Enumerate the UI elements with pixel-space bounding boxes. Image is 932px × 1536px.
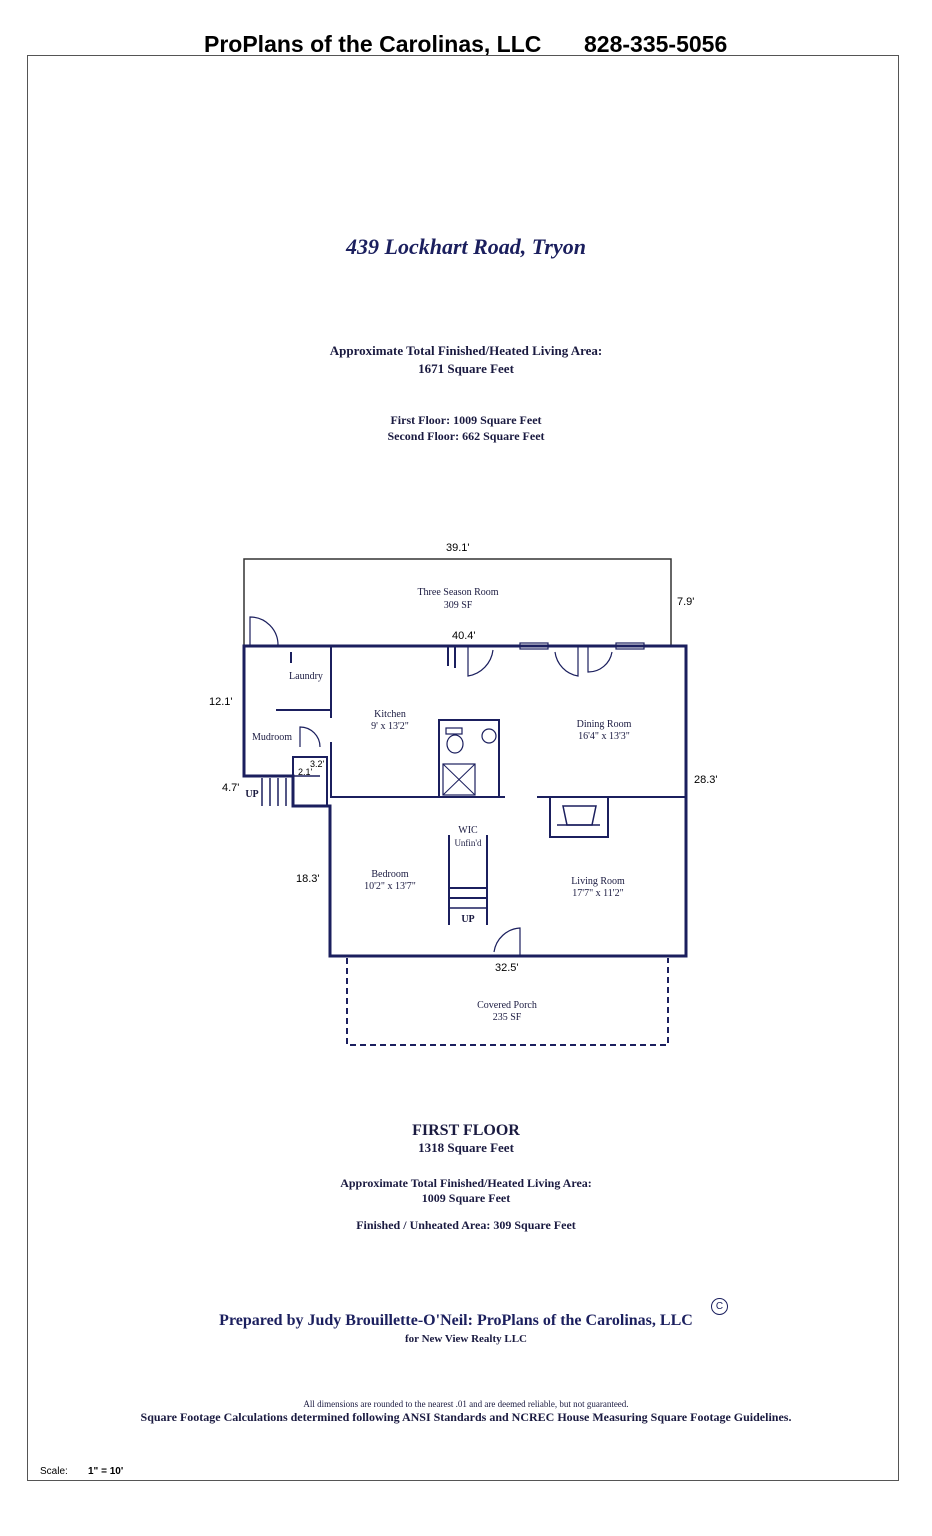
dim-small-b: 2.1' xyxy=(298,767,313,777)
prepared-for: for New View Realty LLC xyxy=(405,1333,527,1345)
wic-name: WIC xyxy=(458,825,478,836)
floor-name: FIRST FLOOR xyxy=(412,1122,520,1139)
porch-name: Covered Porch xyxy=(477,1000,537,1011)
fireplace xyxy=(550,797,608,837)
mudroom-name: Mudroom xyxy=(252,732,292,743)
dim-top-width: 39.1' xyxy=(446,542,470,554)
bedroom-size: 10'2" x 13'7" xyxy=(364,881,416,892)
dim-step-width: 4.7' xyxy=(222,782,240,794)
total-area-value: 1671 Square Feet xyxy=(418,361,514,376)
stairs-up-left: UP xyxy=(245,789,259,800)
company-phone: 828-335-5056 xyxy=(584,31,728,57)
second-floor-area: Second Floor: 662 Square Feet xyxy=(387,429,545,443)
main-outer-wall xyxy=(244,646,686,956)
company-name: ProPlans of the Carolinas, LLC xyxy=(204,31,542,57)
bathroom-walls xyxy=(439,720,499,797)
dim-right-height: 28.3' xyxy=(694,774,718,786)
living-size: 17'7" x 11'2" xyxy=(572,888,624,899)
stairs-up-center: UP xyxy=(461,914,475,925)
bedroom-name: Bedroom xyxy=(371,869,409,880)
dining-size: 16'4" x 13'3" xyxy=(578,731,630,742)
standards-note: Square Footage Calculations determined following ANSI Standards and NCREC House Measuring Square Footage Guidelines. xyxy=(140,1410,792,1424)
copyright-icon: C xyxy=(711,1298,728,1315)
total-area-label: Approximate Total Finished/Heated Living Area: xyxy=(329,343,603,358)
wic-size: Unfin'd xyxy=(454,838,482,848)
floor-area-label: Approximate Total Finished/Heated Living Area: xyxy=(340,1176,592,1190)
toilet xyxy=(446,728,462,734)
floor-unheated: Finished / Unheated Area: 309 Square Feet xyxy=(356,1218,576,1232)
porch-size: 235 SF xyxy=(492,1012,522,1023)
scale-label: Scale: xyxy=(40,1466,68,1477)
sink xyxy=(482,729,496,743)
floor-sqft: 1318 Square Feet xyxy=(418,1140,514,1155)
three-season-size: 309 SF xyxy=(443,600,473,611)
prepared-by: Prepared by Judy Brouillette-O'Neil: ProPlans of the Carolinas, LLC xyxy=(219,1312,693,1329)
dining-name: Dining Room xyxy=(576,719,632,730)
kitchen-name: Kitchen xyxy=(374,709,406,720)
property-address: 439 Lockhart Road, Tryon xyxy=(346,234,586,259)
kitchen-size: 9' x 13'2" xyxy=(371,721,409,732)
dim-three-season-depth: 7.9' xyxy=(677,596,695,608)
dim-mudroom-height: 12.1' xyxy=(209,696,233,708)
scale-value: 1" = 10' xyxy=(88,1466,124,1477)
floor-area-value: 1009 Square Feet xyxy=(421,1191,511,1205)
three-season-name: Three Season Room xyxy=(417,587,499,598)
laundry-name: Laundry xyxy=(289,671,323,682)
dim-small-a: 3.2' xyxy=(310,759,325,769)
dim-bedroom-height: 18.3' xyxy=(296,873,320,885)
dim-main-width: 40.4' xyxy=(452,630,476,642)
living-name: Living Room xyxy=(571,876,625,887)
dim-porch-width: 32.5' xyxy=(495,962,519,974)
first-floor-area: First Floor: 1009 Square Feet xyxy=(390,413,542,427)
disclaimer: All dimensions are rounded to the nearest .01 and are deemed reliable, but not guaranteed. xyxy=(303,1399,629,1409)
